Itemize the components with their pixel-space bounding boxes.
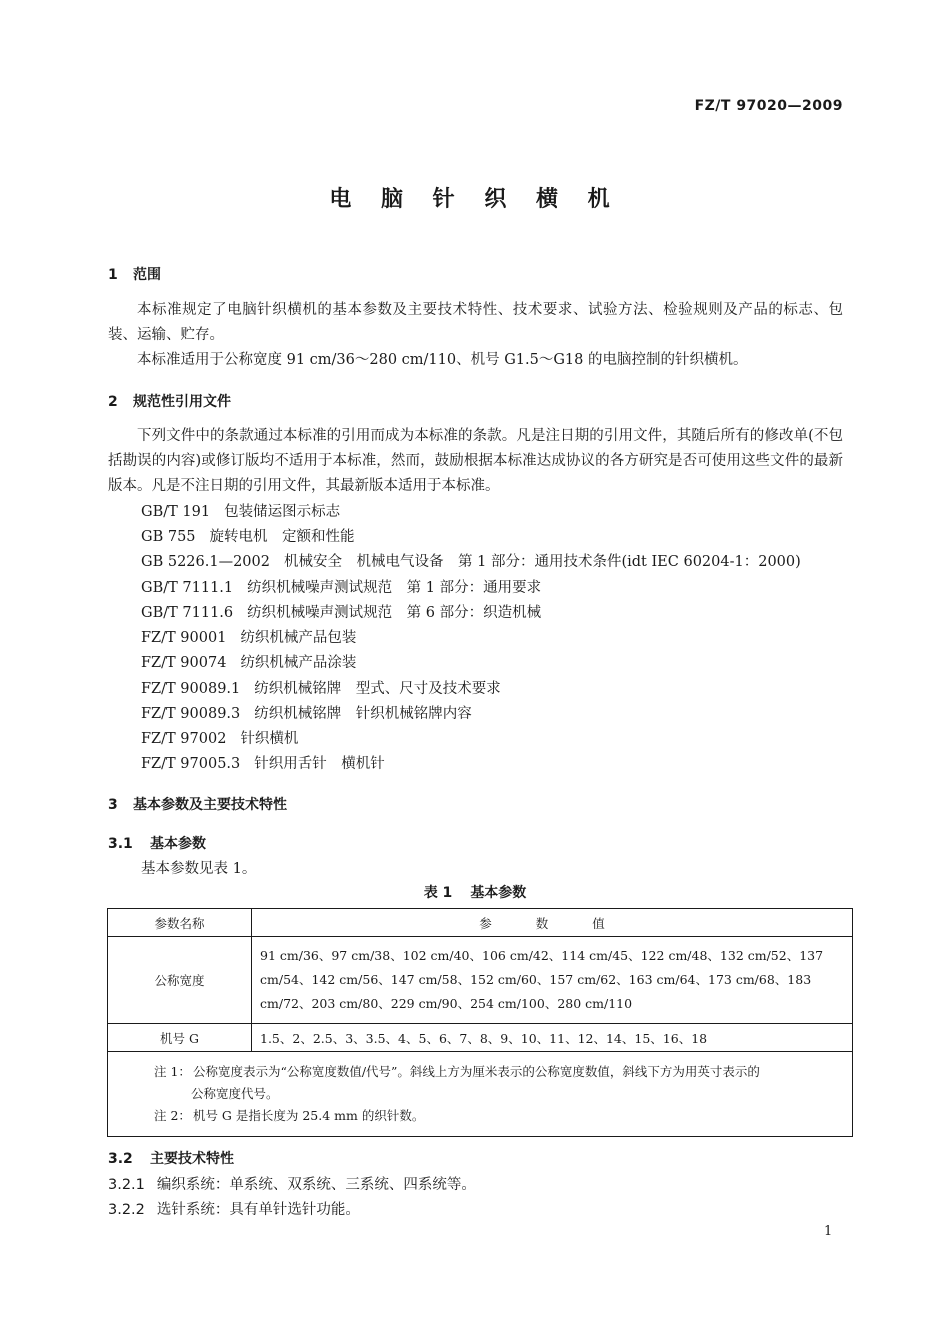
reference-title: 纺织机械产品涂装 (240, 655, 357, 671)
subsection-title: 主要技术特性 (150, 1151, 234, 1167)
clause-text: 选针系统：具有单针选针功能。 (156, 1202, 360, 1218)
reference-title: 机械安全 机械电气设备 第 1 部分：通用技术条件(idt IEC 60204-1：2000) (284, 554, 801, 570)
clause-number: 3.2.2 (108, 1202, 145, 1218)
reference-code: FZ/T 97002 (141, 731, 227, 747)
subsection-3-1-text: 基本参数见表 1。 (141, 861, 257, 877)
row-label-nominal-width: 公称宽度 (108, 937, 252, 1024)
reference-code: FZ/T 97005.3 (141, 756, 241, 772)
reference-code: FZ/T 90074 (141, 655, 227, 671)
reference-item (141, 601, 541, 626)
section-number: 3 (108, 797, 118, 813)
reference-code: GB 5226.1—2002 (141, 554, 270, 570)
reference-title: 针织横机 (240, 731, 299, 747)
table-row (108, 1024, 853, 1052)
reference-item (141, 752, 385, 777)
table-notes-cell (108, 1052, 853, 1137)
section-number: 1 (108, 267, 118, 283)
section-2-intro: 下列文件中的条款通过本标准的引用而成为本标准的条款。凡是注日期的引用文件，其随后所有的修改单(不包括勘误的内容)或修订版均不适用于本标准，然而，鼓励根据本标准达成协议的各方研究是否可使用这些文件的最新版本。凡是不注日期的引用文件，其最新版本适用于本标准。 (108, 428, 843, 494)
section-number: 2 (108, 394, 118, 410)
reference-title: 纺织机械噪声测试规范 第 6 部分：织造机械 (247, 605, 542, 621)
table-note-2 (116, 1105, 844, 1127)
subsection-3-2-heading (108, 1148, 234, 1168)
reference-code: GB/T 191 (141, 504, 211, 520)
clause-number: 3.2.1 (108, 1177, 145, 1193)
reference-item (141, 651, 356, 676)
subsection-number: 3.1 (108, 836, 133, 852)
table-title: 基本参数 (470, 885, 527, 901)
header-cell-param-value: 参 数 值 (252, 909, 853, 937)
subsection-number: 3.2 (108, 1151, 133, 1167)
note-text: 公称宽度代号。 (191, 1086, 279, 1101)
reference-title: 针织用舌针 横机针 (254, 756, 385, 772)
basic-parameters-table (107, 908, 853, 1137)
section-3-heading (108, 794, 287, 814)
standard-code: FZ/T 97020—2009 (694, 98, 843, 114)
reference-title: 包装储运图示标志 (224, 504, 341, 520)
reference-item (141, 677, 501, 702)
page-number: 1 (824, 1224, 833, 1239)
reference-code: GB/T 7111.1 (141, 580, 234, 596)
reference-title: 纺织机械噪声测试规范 第 1 部分：通用要求 (247, 580, 542, 596)
table-note-1 (116, 1061, 844, 1083)
reference-item (141, 702, 472, 727)
reference-title: 纺织机械产品包装 (240, 630, 357, 646)
note-label: 注 2： (154, 1108, 191, 1123)
clause-text: 编织系统：单系统、双系统、三系统、四系统等。 (156, 1177, 476, 1193)
reference-code: FZ/T 90089.1 (141, 681, 241, 697)
reference-item (141, 727, 298, 752)
reference-title: 纺织机械铭牌 针织机械铭牌内容 (254, 706, 472, 722)
row-label-gauge: 机号 G (108, 1024, 252, 1052)
note-text: 公称宽度表示为“公称宽度数值/代号”。斜线上方为厘米表示的公称宽度数值，斜线下方为用英寸表示的 (192, 1064, 760, 1079)
reference-item (141, 550, 801, 575)
note-text: 机号 G 是指长度为 25.4 mm 的织针数。 (192, 1108, 425, 1123)
table-row (108, 937, 853, 1024)
document-title: 电 脑 针 织 横 机 (329, 187, 621, 212)
section-2-heading (108, 391, 231, 411)
reference-title: 纺织机械铭牌 型式、尺寸及技术要求 (254, 681, 501, 697)
section-1-paragraph-2: 本标准适用于公称宽度 91 cm/36～280 cm/110、机号 G1.5～G18 的电脑控制的针织横机。 (137, 352, 748, 368)
section-title: 基本参数及主要技术特性 (133, 797, 287, 813)
clause-3-2-2 (108, 1198, 360, 1219)
table-note-1-continued (116, 1083, 844, 1105)
section-1-heading (108, 264, 161, 284)
reference-code: GB 755 (141, 529, 196, 545)
reference-item (141, 576, 541, 601)
subsection-3-1-heading (108, 833, 206, 853)
note-label: 注 1： (154, 1064, 191, 1079)
header-cell-param-name: 参数名称 (108, 909, 252, 937)
reference-code: GB/T 7111.6 (141, 605, 234, 621)
reference-title: 旋转电机 定额和性能 (209, 529, 355, 545)
reference-item (141, 500, 340, 525)
reference-item (141, 525, 355, 550)
table-caption (0, 882, 950, 902)
section-1-paragraph-1: 本标准规定了电脑针织横机的基本参数及主要技术特性、技术要求、试验方法、检验规则及产品的标志、包装、运输、贮存。 (108, 302, 843, 343)
row-value-gauge: 1.5、2、2.5、3、3.5、4、5、6、7、8、9、10、11、12、14、15、16、18 (252, 1024, 853, 1052)
clause-3-2-1 (108, 1173, 476, 1194)
table-number: 表 1 (423, 885, 453, 901)
table-header-row (108, 909, 853, 937)
reference-item (141, 626, 356, 651)
reference-code: FZ/T 90001 (141, 630, 227, 646)
section-title: 规范性引用文件 (133, 394, 231, 410)
row-value-nominal-width: 91 cm/36、97 cm/38、102 cm/40、106 cm/42、114 cm/45、122 cm/48、132 cm/52、137 cm/54、142 cm/56、147 cm/58、152 cm/60、157 cm/62、163 cm/64、173 cm/68、183 cm/72、203 cm/80、229 cm/90、254 cm/100、280 cm/110 (252, 937, 853, 1024)
table-notes-row (108, 1052, 853, 1137)
reference-code: FZ/T 90089.3 (141, 706, 241, 722)
section-title: 范围 (133, 267, 161, 283)
subsection-title: 基本参数 (150, 836, 206, 852)
